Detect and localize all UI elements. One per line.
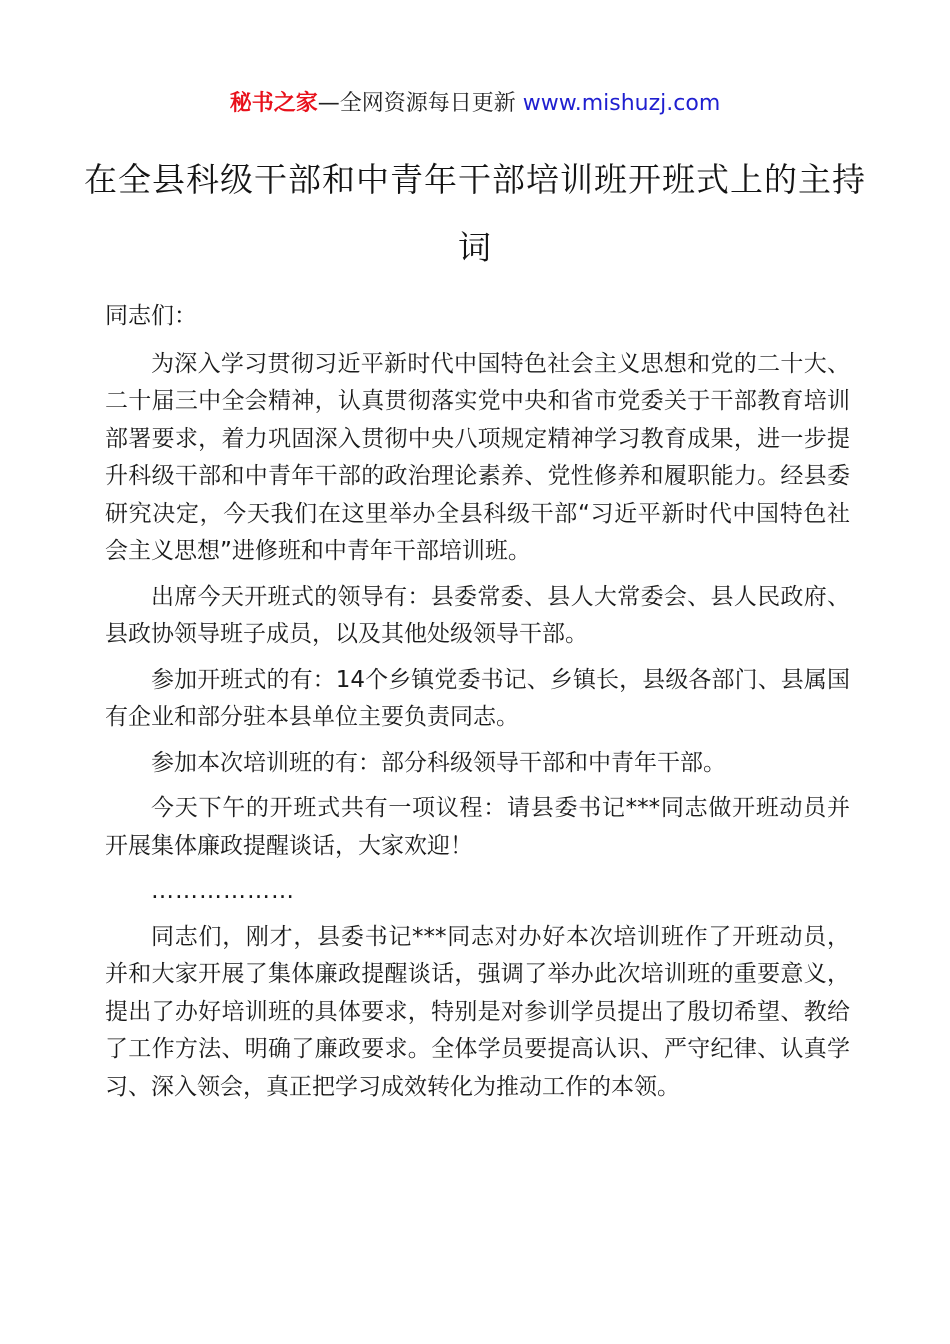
site-header	[0, 86, 950, 122]
site-tagline: —全网资源每日更新	[317, 91, 523, 116]
paragraph-agenda: 今天下午的开班式共有一项议程：请县委书记***同志做开班动员并开展集体廉政提醒谈话，大家欢迎！	[105, 795, 850, 859]
document-body	[105, 298, 850, 1114]
paragraph-summary: 同志们，刚才，县委书记***同志对办好本次培训班作了开班动员，并和大家开展了集体廉政提醒谈话，强调了举办此次培训班的重要意义，提出了办好培训班的具体要求，特别是对参训学员提出了殷切希望、教给了工作方法、明确了廉政要求。全体学员要提高认识、严守纪律、认真学习、深入领会，真正把学习成效转化为推动工作的本领。	[105, 923, 850, 1100]
document-title: 在全县科级干部和中青年干部培训班开班式上的主持词	[84, 160, 866, 267]
paragraph-participants: 参加开班式的有：14个乡镇党委书记、乡镇长，县级各部门、县属国有企业和部分驻本县单位主要负责同志。	[105, 666, 850, 730]
paragraph-trainees: 参加本次培训班的有：部分科级领导干部和中青年干部。	[151, 749, 726, 776]
salutation: 同志们：	[105, 303, 197, 329]
site-brand: 秘书之家	[229, 91, 318, 116]
paragraph-attending-leaders: 出席今天开班式的领导有：县委常委、县人大常委会、县人民政府、县政协领导班子成员，以及其他处级领导干部。	[105, 583, 850, 647]
site-url-link[interactable]: www.mishuzj.com	[522, 91, 721, 116]
ellipsis-separator: ………………	[151, 878, 295, 904]
paragraph-purpose: 为深入学习贯彻习近平新时代中国特色社会主义思想和党的二十大、二十届三中全会精神，认真贯彻落实党中央和省市党委关于干部教育培训部署要求，着力巩固深入贯彻中央八项规定精神学习教育成果，进一步提升科级干部和中青年干部的政治理论素养、党性修养和履职能力。经县委研究决定，今天我们在这里举办全县科级干部“习近平新时代中国特色社会主义思想”进修班和中青年干部培训班。	[105, 350, 850, 564]
